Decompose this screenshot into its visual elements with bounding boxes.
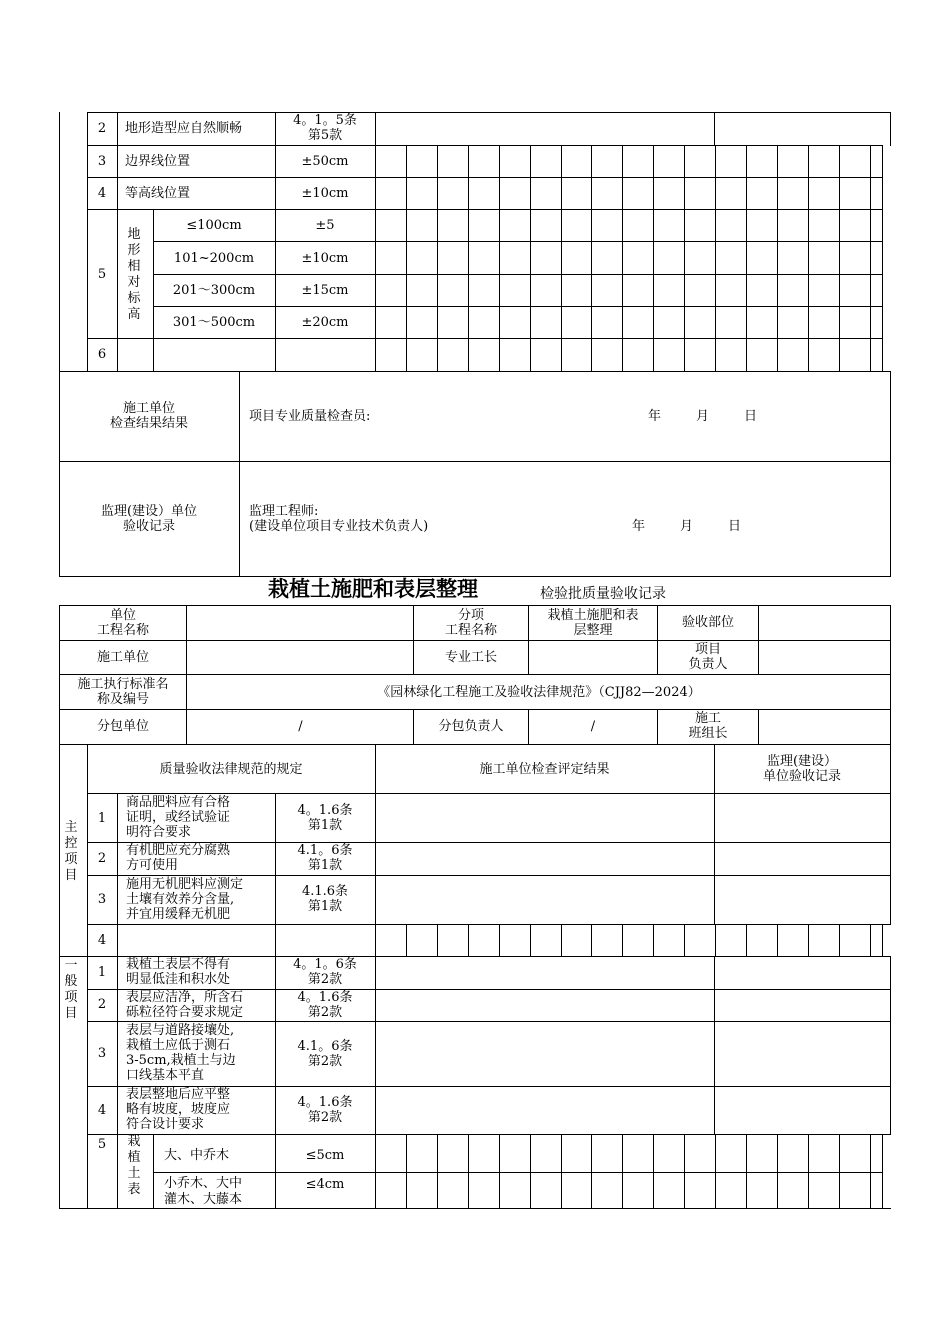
grid-line [88,177,883,178]
item-text: 明显低洼和积水处 [126,972,231,987]
grid-line [591,1134,592,1209]
supervision-header: 监理(建设） [766,754,838,769]
unit-name-label: 单位 [109,608,136,623]
sub-project-value: 层整理 [573,623,613,638]
grid-line [59,744,891,745]
grid-line [406,924,407,957]
item-text: 表层与道路接壤处, [126,1023,235,1038]
std-clause: 4。1。6条 [293,957,357,972]
item-text: 栽植土应低于测石 [126,1038,231,1053]
grid-line [59,371,891,372]
std-clause: 第1款 [307,818,343,833]
general-items-label: 一般项目 [64,958,78,1021]
grid-line [715,145,716,372]
grid-line [714,112,715,146]
grid-line [684,1134,685,1209]
grid-line [88,145,883,146]
year-label: 年 [648,409,662,424]
item-text: 砾粒径符合要求规定 [126,1005,244,1020]
subcontractor-value: / [298,719,303,734]
grid-line [88,924,891,925]
grid-line [890,371,891,577]
grid-line [839,924,840,957]
construction-check-header: 施工单位检查评定结果 [479,762,610,777]
day-label: 日 [744,409,758,424]
subcontractor-label: 分包单位 [96,719,149,734]
supervision-header: 单位验收记录 [762,769,841,784]
grid-line [890,605,891,745]
item-text: 土壤有效养分含量, [126,892,235,907]
grid-line [530,924,531,957]
item-text: 证明，或经试验证 [126,810,231,825]
grid-line [561,924,562,957]
grid-line [839,145,840,372]
grid-line [88,875,891,876]
grid-line [437,1134,438,1209]
std-clause: 4.1。6条 [297,843,353,858]
std-clause: 第2款 [307,1110,343,1125]
grid-line [777,145,778,372]
item-text: 栽植土表层不得有 [126,957,231,972]
grid-line [153,1172,883,1173]
grid-line [59,709,891,710]
grid-line [758,709,759,745]
range: 大、中乔木 [164,1148,230,1163]
item-text: 商品肥料应有合格 [126,795,231,810]
row-number: 4 [97,1103,107,1118]
grid-line [653,924,654,957]
std-clause: 第2款 [307,972,343,987]
sub-manager-value: / [590,719,596,734]
grid-line [499,924,500,957]
pm-label: 项目 [694,642,721,657]
grid-line [715,1134,716,1209]
std-clause: 第1款 [307,858,343,873]
grid-line [59,744,60,1209]
row-number: 4 [97,933,107,948]
grid-line [746,924,747,957]
grid-line [375,956,376,1135]
month-label: 月 [680,519,694,534]
foreman-label: 专业工长 [444,650,497,665]
row-number: 6 [97,347,107,362]
grid-line [468,1134,469,1209]
std-clause: 4.1.6条 [301,884,349,899]
grid-line [186,605,187,745]
tolerance: ±15cm [301,283,349,298]
grid-line [59,605,891,606]
std-clause: 4。1.6条 [297,803,353,818]
grid-line [59,640,891,641]
grid-line [653,145,654,372]
grid-line [406,145,407,372]
row-number: 5 [97,1137,107,1152]
grid-line [890,112,891,146]
item-text: 等高线位置 [125,186,191,201]
item-text: 方可使用 [126,858,179,873]
sub-project-label: 工程名称 [444,623,497,638]
grid-line [561,145,562,372]
range: 灌木、大藤本 [164,1192,243,1207]
std-clause: 4。1.6条 [297,1095,353,1110]
grid-line [870,924,871,957]
grid-line [59,1208,891,1209]
unit-name-label: 工程名称 [96,623,149,638]
item-text: 表层应洁净，所含石 [126,990,244,1005]
grid-line [622,924,623,957]
grid-line [406,1134,407,1209]
supervision-label: 监理(建设）单位 [100,504,198,519]
item-text: 并宜用缓释无机肥 [126,907,231,922]
std-clause: 第2款 [307,1005,343,1020]
item-text: 表层整地后应平整 [126,1087,231,1102]
grid-line [777,924,778,957]
grid-line [59,674,891,675]
grid-line [746,145,747,372]
row-number: 4 [97,186,107,201]
grid-line [561,1134,562,1209]
grid-line [153,1134,154,1209]
grid-line [684,145,685,372]
construction-result-label: 检查结果结果 [109,416,188,431]
grid-line [808,145,809,372]
grid-line [468,924,469,957]
tolerance: ≤5cm [305,1148,345,1163]
grid-line [117,793,118,1209]
grid-line [153,241,883,242]
year-label: 年 [632,519,646,534]
item-text: 3-5cm,栽植土与边 [126,1053,236,1068]
item-text: 地形造型应自然顺畅 [125,121,243,136]
grid-line [890,744,891,925]
row-number: 2 [97,997,107,1012]
grid-line [530,145,531,372]
tolerance: ±5 [315,218,335,233]
acceptance-part-label: 验收部位 [681,615,734,630]
row-number: 3 [97,892,107,907]
supervisor-label: (建设单位项目专业技术负责人) [249,519,429,534]
page-subtitle: 检验批质量验收记录 [540,586,666,602]
grid-line [59,461,891,462]
grid-line [808,1134,809,1209]
grid-line [530,1134,531,1209]
row-number: 3 [97,154,107,169]
item-text: 符合设计要求 [126,1117,205,1132]
supervisor-label: 监理工程师: [249,504,319,519]
grid-line [714,956,715,1135]
team-leader-label: 施工 [694,711,721,726]
tolerance: ±20cm [301,315,349,330]
grid-line [375,1134,376,1209]
grid-line [882,145,883,372]
range: 101~200cm [173,251,255,266]
tolerance: ≤4cm [305,1177,345,1192]
tolerance: ±10cm [301,251,349,266]
std-clause: 第5款 [307,128,343,143]
grid-line [88,338,883,339]
day-label: 日 [728,519,742,534]
grid-line [622,145,623,372]
standard-label: 施工执行标准名 [77,677,169,692]
month-label: 月 [696,409,710,424]
item-text: 略有坡度，坡度应 [126,1102,231,1117]
range: ≤100cm [186,218,242,233]
row-number: 1 [97,965,107,980]
grid-line [777,1134,778,1209]
construction-unit-label: 施工单位 [96,650,149,665]
team-leader-label: 班组长 [688,726,728,741]
group-label: 地形相对标高 [127,227,141,322]
grid-line [499,145,500,372]
sub-manager-label: 分包负责人 [438,719,504,734]
std-clause: 4。1.6条 [297,990,353,1005]
standard-label: 称及编号 [96,692,149,707]
grid-line [839,1134,840,1209]
grid-line [88,1021,891,1022]
quality-spec-header: 质量验收法律规范的规定 [159,762,303,777]
grid-line [746,1134,747,1209]
grid-line [591,924,592,957]
grid-line [88,793,891,794]
grid-line [684,924,685,957]
grid-line [275,112,276,372]
std-clause: 4.1。6条 [297,1039,353,1054]
grid-line [882,1134,883,1209]
item-text: 有机肥应充分腐熟 [126,843,231,858]
tolerance: ±10cm [301,186,349,201]
item-text: 边界线位置 [125,154,191,169]
grid-line [653,1134,654,1209]
sub-project-value: 栽植土施肥和表 [547,608,639,623]
row-number: 5 [97,267,107,282]
grid-line [870,145,871,372]
grid-line [499,1134,500,1209]
standard-value: 《园林绿化工程施工及验收法律规范》（CJJ82—2024） [377,685,701,700]
row-number: 1 [97,811,107,826]
std-clause: 第1款 [307,899,343,914]
row-number: 2 [97,121,107,136]
range: 小乔木、大中 [164,1176,243,1191]
inspector-label: 项目专业质量检查员: [249,409,371,424]
grid-line [468,145,469,372]
grid-line [591,145,592,372]
tolerance: ±50cm [301,154,349,169]
grid-line [890,956,891,1135]
supervision-label: 验收记录 [122,519,175,534]
std-clause: 第2款 [307,1054,343,1069]
grid-line [808,924,809,957]
row-number: 3 [97,1046,107,1061]
item-text: 口线基本平直 [126,1068,205,1083]
grid-line [153,274,883,275]
grid-line [882,924,883,957]
construction-result-label: 施工单位 [122,401,175,416]
range: 201～300cm [172,283,256,298]
grid-line [622,1134,623,1209]
item-text: 明符合要求 [126,825,192,840]
row-number: 2 [97,851,107,866]
range: 301～500cm [172,315,256,330]
grid-line [88,209,883,210]
std-clause: 4。1。5条 [293,113,357,128]
pm-label: 负责人 [688,657,728,672]
sub-project-label: 分项 [457,608,484,623]
grid-line [239,371,240,577]
group-label: 栽植土表 [127,1134,141,1197]
item-text: 施用无机肥料应测定 [126,877,244,892]
grid-line [437,145,438,372]
grid-line [715,924,716,957]
grid-line [375,112,376,372]
grid-line [88,112,891,113]
grid-line [87,112,88,372]
grid-line [758,605,759,675]
grid-line [375,924,376,957]
grid-line [437,924,438,957]
grid-line [117,112,118,372]
grid-line [153,306,883,307]
page-title: 栽植土施肥和表层整理 [268,577,478,601]
grid-line [870,1134,871,1209]
main-control-label: 主控项目 [64,820,78,883]
grid-line [88,1134,891,1135]
